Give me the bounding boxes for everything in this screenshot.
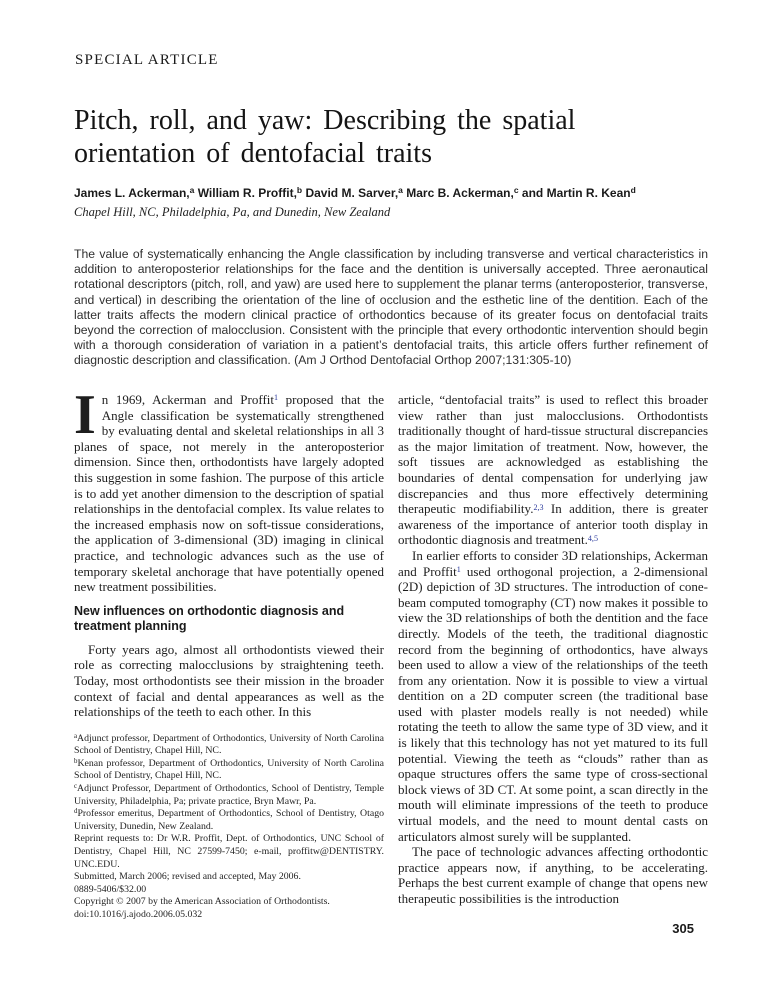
drop-cap: I (74, 384, 96, 446)
article-type-label: SPECIAL ARTICLE (75, 52, 219, 68)
superscript-ref: a (398, 185, 403, 196)
superscript-ref: 1 (456, 564, 461, 574)
body-columns (74, 384, 708, 922)
intro-paragraph (74, 384, 384, 595)
body-paragraph: Forty years ago, almost all orthodontists viewed their role as correcting malocclusions by straightening teeth. Today, most orthodontists see their mission in the broader context of facial and dental appearances as well as the relationships of the teeth to each other. In this (74, 641, 384, 720)
body-paragraph: article, “dentofacial traits” is used to reflect this broader view rather than just malocclusions. Orthodontists traditionally thought of hard-tissue structural discrepancies as the major limitation of treatment. Now, however, the soft tissues are acknowledged as establishing the boundaries of dental compensation for underlying jaw discrepancies and thus more effectively determining therapeutic modifiability.$^{2,3}$ In addition, there is greater awareness of the importance of anterior tooth display in orthodontic diagnosis and treatment.$^{4,5}$ (398, 392, 708, 548)
superscript-ref: c (74, 782, 78, 790)
superscript-ref: d (74, 808, 78, 816)
section-heading: New influences on orthodontic diagnosis and treatment planning (74, 603, 345, 634)
footnote-issn-price: 0889-5406/$32.00 (74, 883, 147, 895)
superscript-ref: 2,3 (533, 502, 544, 512)
superscript-ref: b (74, 757, 78, 765)
superscript-ref: 4,5 (587, 533, 598, 543)
superscript-ref: 1 (274, 393, 279, 403)
body-paragraph: In earlier efforts to consider 3D relationships, Ackerman and Proffit$^1$ used orthogonal projection, a 2-dimensional (2D) depiction of 3D structures. The introduction of cone-beam computed tomography (CT) now makes it possible to view the 3D relationships of both the dentition and the face directly. Models of the teeth, the traditional diagnostic record from the beginning of orthodontics, have always been used to allow a view of the relationships of the teeth from any orientation. Now it is possible to view a virtual dentition on a 2D computer screen (the traditional base used with plaster models really is not needed) while rotating the teeth to allow the same type of 3D view, and it is likely that this technology has not yet matured to its full potential. Viewing the teeth as “clouds” rather than as opaque structures offers the same type of cross-sectional block views of 3D CT. At some point, a scan directly in the mouth will eliminate impressions of the teeth to produce virtual models, and the need to mount dental casts on articulators almost surely will be supplanted. (398, 547, 708, 844)
article-title: Pitch, roll, and yaw: Describing the spatial orientation of dentofacial traits (74, 105, 576, 169)
superscript-ref: b (296, 185, 303, 196)
footnotes-block (74, 733, 384, 922)
footnote-affiliation-c: $^c$Adjunct Professor, Department of Orthodontics, School of Dentistry, Temple University, Philadelphia, Pa; private practice, Bryn Mawr, Pa. (74, 782, 384, 807)
page-number: 305 (672, 921, 694, 936)
footnote-affiliation-b: $^b$Kenan professor, Department of Orthodontics, University of North Carolina School of Dentistry, Chapel Hill, NC. (74, 757, 384, 782)
footnote-copyright: Copyright © 2007 by the American Association of Orthodontists. (74, 896, 330, 908)
intro-paragraph-text: n 1969, Ackerman and Proffit$^1$ proposed that the Angle classification be systematically strengthened by evaluating dental and skeletal relationships in all 3 planes of space, not merely in the anteroposterior dimension. Since then, orthodontists have largely adopted this suggestion in some fashion. The purpose of this article is to add yet another dimension to the description of spatial relationships in the dentofacial complex. Its value relates to the increased emphasis now on soft-tissue considerations, the application of 3-dimensional (3D) imaging in clinical practice, and technologic advances such as the use of temporary skeletal anchorage that have potentially opened new treatment possibilities. (74, 392, 384, 595)
footnote-affiliation-d: $^d$Professor emeritus, Department of Orthodontics, School of Dentistry, Otago University, Dunedin, New Zealand. (74, 808, 384, 832)
footnote-affiliation-a: $^a$Adjunct professor, Department of Orthodontics, University of North Carolina School of Dentistry, Chapel Hill, NC. (74, 732, 384, 757)
footnote-reprint-requests: Reprint requests to: Dr W.R. Proffit, Dept. of Orthodontics, UNC School of Dentistry, Chapel Hill, NC 27599-7450; e-mail, proffitw@DENTISTRY. UNC.EDU. (74, 833, 384, 870)
footnote-doi: doi:10.1016/j.ajodo.2006.05.032 (74, 909, 203, 920)
body-paragraph: The pace of technologic advances affecting orthodontic practice appears now, if anything, to be accelerating. Perhaps the best current example of change that opens new therapeutic possibilities is the introduction (398, 844, 708, 906)
right-column (398, 392, 708, 922)
superscript-ref: a (74, 732, 78, 740)
superscript-ref: d (630, 185, 636, 196)
superscript-ref: a (189, 185, 195, 196)
authors-line: James L. Ackerman,$^a$ William R. Proffit,$^b$ David M. Sarver,$^a$ Marc B. Ackerman,$^c$ and Martin R. Kean$^d$ (74, 185, 636, 200)
footnote-submitted: Submitted, March 2006; revised and accepted, May 2006. (74, 871, 301, 883)
affiliation-line: Chapel Hill, NC, Philadelphia, Pa, and Dunedin, New Zealand (74, 205, 391, 219)
left-column (74, 384, 384, 922)
superscript-ref: c (513, 185, 519, 196)
abstract-text: The value of systematically enhancing the Angle classification by including transverse and vertical characteristics in addition to anteroposterior relationships for the face and the dentition is universally accepted. Three aeronautical rotational descriptors (pitch, roll, and yaw) are used here to supplement the planar terms (anteroposterior, transverse, and vertical) in describing the orientation of the line of occlusion and the esthetic line of the dentition. Each of the latter traits affects the modern clinical practice of orthodontics because of its greater focus on dentofacial traits beyond the correction of malocclusion. Consistent with the principle that every orthodontic intervention should begin with a thorough consideration of variation in a patient’s dentofacial traits, this article offers further refinement of diagnostic description and classification. (Am J Orthod Dentofacial Orthop 2007;131:305-10) (74, 247, 708, 368)
